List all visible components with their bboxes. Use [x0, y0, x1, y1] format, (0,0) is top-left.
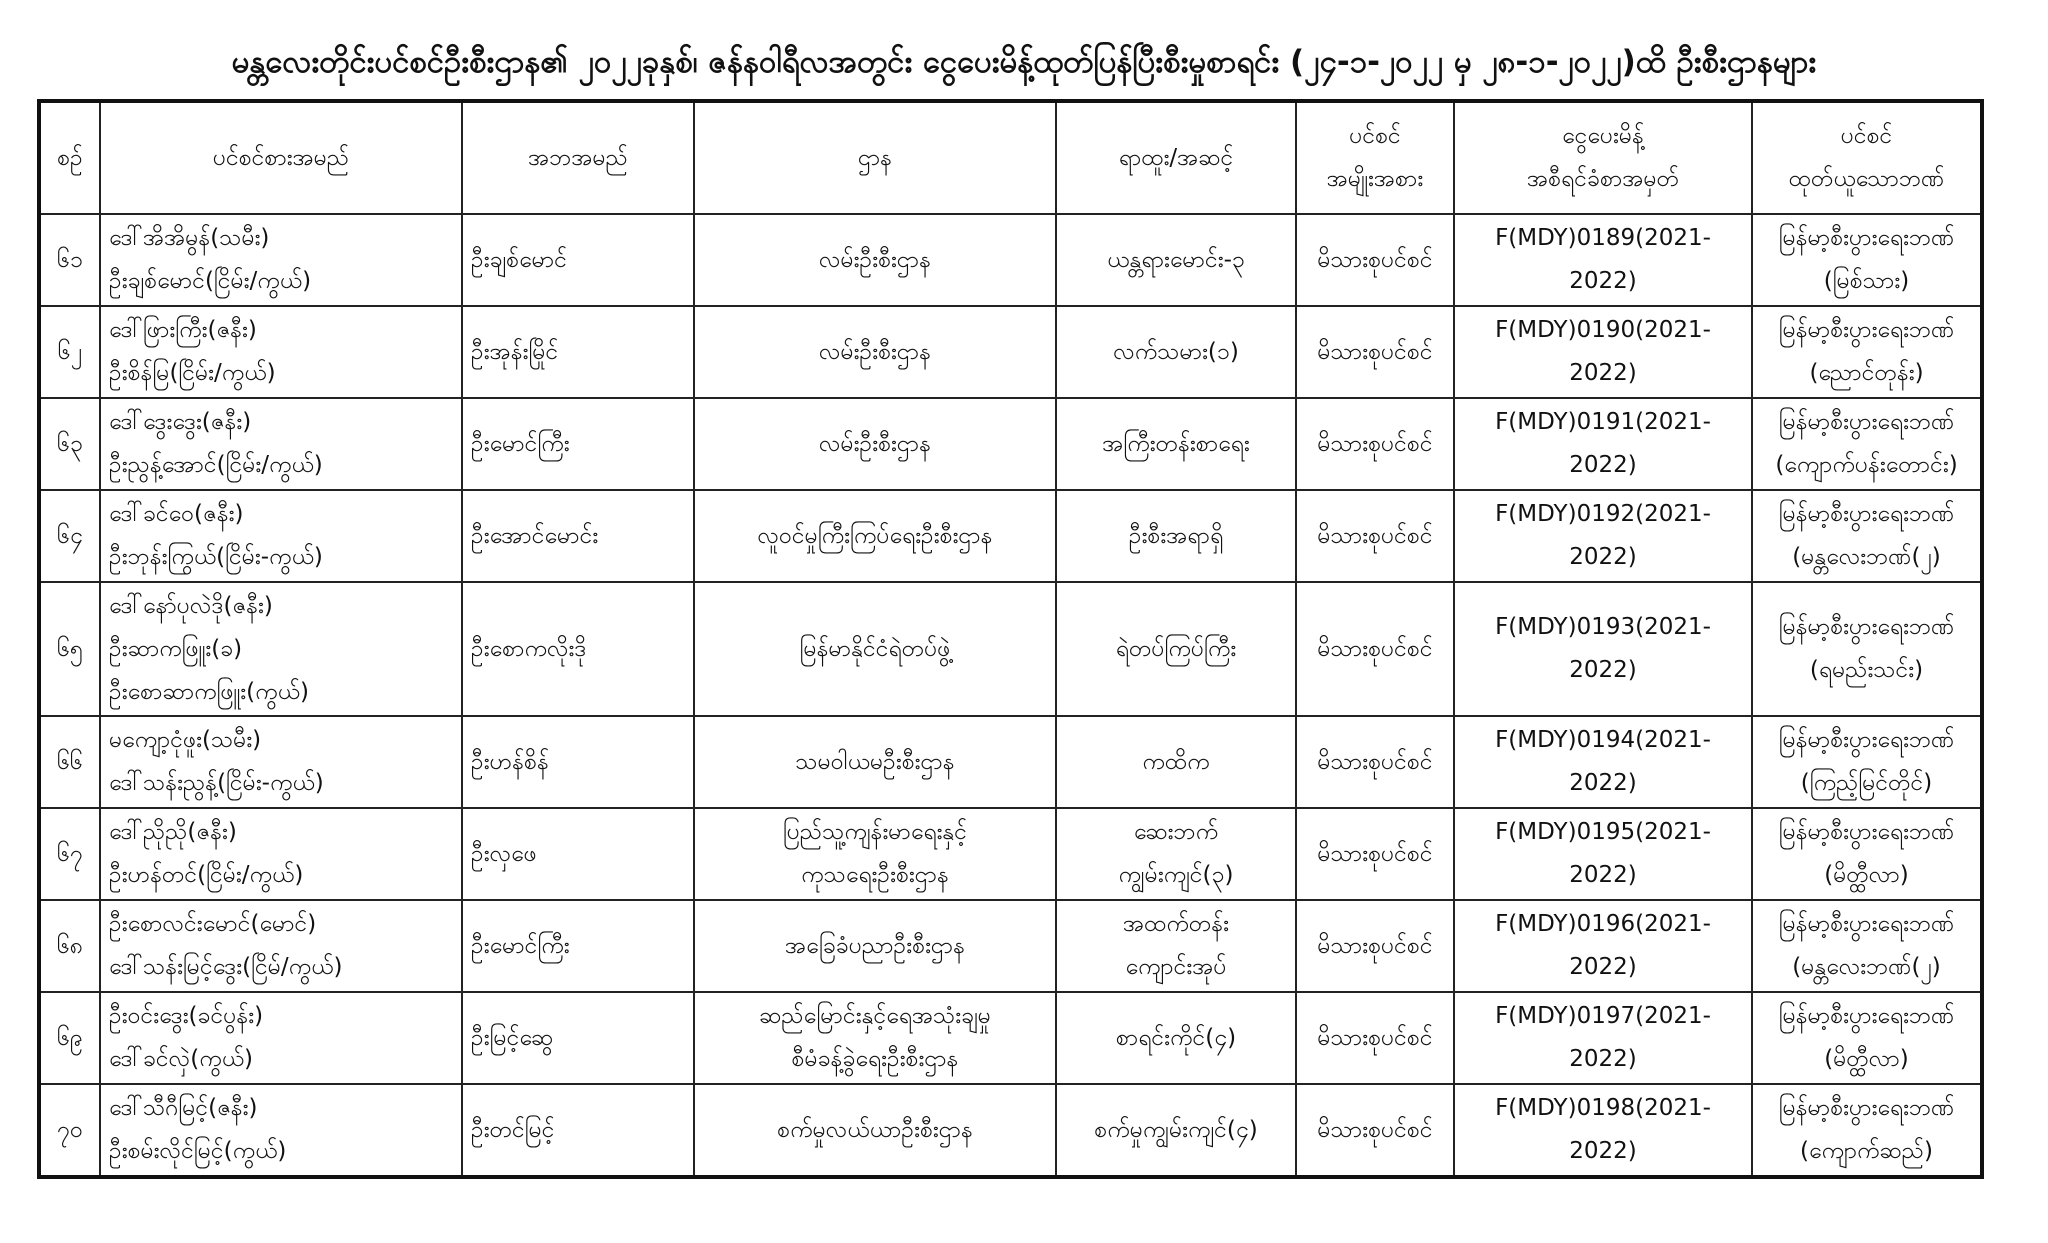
cell-post-line: ကထိက	[1142, 748, 1210, 775]
table-row	[39, 992, 1982, 1084]
cell-type: မိသားစုပင်စင်	[1296, 900, 1454, 992]
cell-post-line: ကျောင်းအုပ်	[1125, 954, 1227, 980]
cell-post	[1056, 1084, 1296, 1177]
cell-type: မိသားစုပင်စင်	[1296, 992, 1454, 1084]
cell-name-line: ဒေါ်အိအိမွန်(သမီး)	[109, 225, 270, 251]
cell-reg: F(MDY)0190(2021-2022)	[1454, 306, 1752, 398]
cell-father: ဦးချစ်မောင်	[462, 214, 694, 306]
cell-dept-line: ဆည်မြောင်းနှင့်ရေအသုံးချမှု	[759, 1003, 991, 1029]
cell-post-line: စာရင်းကိုင်(၄)	[1115, 1024, 1237, 1051]
cell-post	[1056, 582, 1296, 716]
header-dept: ဌာန	[694, 101, 1056, 214]
header-father: အဘအမည်	[462, 101, 694, 214]
cell-father: ဦးအောင်မောင်း	[462, 490, 694, 582]
cell-name-line: ဦးစောဆာကဖြူး(ကွယ်)	[109, 678, 309, 705]
cell-dept-line: လမ်းဦးစီးဌာန	[818, 430, 932, 457]
cell-bank-line: မြန်မာ့စီးပွားရေးဘဏ်	[1778, 1095, 1955, 1121]
header-name: ပင်စင်စားအမည်	[100, 101, 462, 214]
cell-reg: F(MDY)0196(2021-2022)	[1454, 900, 1752, 992]
header-reg	[1454, 101, 1752, 214]
cell-name	[100, 808, 462, 900]
header-bank-line1: ပင်စင်	[1840, 123, 1893, 149]
cell-dept-line: ကုသရေးဦးစီးဌာန	[801, 862, 949, 888]
cell-dept	[694, 1084, 1056, 1177]
table-row	[39, 398, 1982, 490]
cell-name	[100, 900, 462, 992]
cell-dept	[694, 992, 1056, 1084]
cell-dept	[694, 398, 1056, 490]
cell-type: မိသားစုပင်စင်	[1296, 398, 1454, 490]
table-row	[39, 306, 1982, 398]
cell-name-line: မကျော့ငုံဖူး(သမီး)	[109, 727, 262, 753]
cell-dept-line: စက်မှုလယ်ယာဦးစီးဌာန	[777, 1116, 973, 1143]
cell-dept-line: မြန်မာနိုင်ငံရဲတပ်ဖွဲ့	[799, 635, 951, 662]
table-row	[39, 716, 1982, 808]
table-row	[39, 490, 1982, 582]
pension-table	[37, 99, 1984, 1179]
cell-name-line: ဒေါ်သီဂီမြင့်(ဇနီး)	[109, 1095, 258, 1121]
header-type-line2: အမျိုးအစား	[1326, 166, 1424, 192]
cell-name-line: ဦးညွန့်အောင်(ငြိမ်း/ကွယ်)	[109, 452, 323, 478]
table-row	[39, 582, 1982, 716]
cell-reg: F(MDY)0193(2021-2022)	[1454, 582, 1752, 716]
cell-father: ဦးမြင့်ဆွေ	[462, 992, 694, 1084]
cell-post	[1056, 490, 1296, 582]
cell-bank-line: မြန်မာ့စီးပွားရေးဘဏ်	[1778, 614, 1955, 640]
cell-no: ၆၆	[39, 716, 100, 808]
cell-post	[1056, 992, 1296, 1084]
cell-name-line: ဦးဝင်းဒွေး(ခင်ပွန်း)	[109, 1003, 264, 1029]
cell-name	[100, 306, 462, 398]
cell-post	[1056, 900, 1296, 992]
cell-no: ၆၈	[39, 900, 100, 992]
cell-post-line: အကြီးတန်းစာရေး	[1102, 430, 1250, 457]
cell-reg: F(MDY)0194(2021-2022)	[1454, 716, 1752, 808]
cell-name	[100, 214, 462, 306]
header-bank	[1752, 101, 1982, 214]
cell-no: ၆၇	[39, 808, 100, 900]
cell-bank-line: (မြစ်သား)	[1823, 268, 1910, 294]
cell-dept	[694, 490, 1056, 582]
header-type	[1296, 101, 1454, 214]
cell-bank-line: (ညောင်တုန်း)	[1809, 360, 1924, 386]
cell-reg: F(MDY)0192(2021-2022)	[1454, 490, 1752, 582]
cell-name-line: ဦးဟန်တင်(ငြိမ်း/ကွယ်)	[109, 862, 304, 888]
cell-father: ဦးတင်မြင့်	[462, 1084, 694, 1177]
cell-name	[100, 716, 462, 808]
cell-post-line: လက်သမား(၁)	[1113, 338, 1239, 365]
cell-bank-line: (ကျောက်ဆည်)	[1799, 1138, 1933, 1164]
table-row	[39, 214, 1982, 306]
cell-bank	[1752, 582, 1982, 716]
cell-dept	[694, 900, 1056, 992]
cell-name-line: ဦးစမ်းလိုင်မြင့်(ကွယ်)	[109, 1138, 287, 1164]
cell-name-line: ဒေါ်ဖြားကြီး(ဇနီး)	[109, 317, 257, 343]
cell-dept	[694, 808, 1056, 900]
cell-bank	[1752, 992, 1982, 1084]
cell-type: မိသားစုပင်စင်	[1296, 490, 1454, 582]
table-row	[39, 900, 1982, 992]
cell-reg: F(MDY)0195(2021-2022)	[1454, 808, 1752, 900]
cell-no: ၆၃	[39, 398, 100, 490]
header-reg-line2: အစီရင်ခံစာအမှတ်	[1527, 166, 1679, 192]
cell-bank-line: (ကျောက်ပန်းတောင်း)	[1775, 452, 1958, 478]
cell-name-line: ဦးဆာကဖြူး(ခ)	[109, 635, 243, 662]
cell-dept-line: လမ်းဦးစီးဌာန	[818, 246, 932, 273]
cell-bank-line: မြန်မာ့စီးပွားရေးဘဏ်	[1778, 911, 1955, 937]
cell-bank-line: မြန်မာ့စီးပွားရေးဘဏ်	[1778, 317, 1955, 343]
cell-name-line: ဒေါ်သန်းမြင့်ဒွေး(ငြိမ်/ကွယ်)	[109, 954, 343, 980]
header-type-line1: ပင်စင်	[1349, 123, 1401, 149]
cell-name	[100, 398, 462, 490]
cell-father: ဦးလှဖေ	[462, 808, 694, 900]
cell-dept-line: သမဝါယမဦးစီးဌာန	[795, 748, 955, 775]
cell-name-line: ဒေါ်ညိုညို(ဇနီး)	[109, 819, 237, 845]
cell-post	[1056, 716, 1296, 808]
cell-bank-line: (ရမည်းသင်း)	[1809, 657, 1924, 683]
cell-bank-line: မြန်မာ့စီးပွားရေးဘဏ်	[1778, 225, 1955, 251]
table-row	[39, 808, 1982, 900]
cell-bank-line: မြန်မာ့စီးပွားရေးဘဏ်	[1778, 727, 1955, 753]
cell-no: ၆၅	[39, 582, 100, 716]
cell-name	[100, 490, 462, 582]
cell-reg: F(MDY)0189(2021-2022)	[1454, 214, 1752, 306]
cell-bank-line: (မန္တလေးဘဏ်(၂)	[1792, 544, 1941, 570]
cell-dept-line: အခြေခံပညာဦးစီးဌာန	[784, 932, 966, 959]
cell-post	[1056, 306, 1296, 398]
table-row	[39, 1084, 1982, 1177]
cell-type: မိသားစုပင်စင်	[1296, 808, 1454, 900]
cell-bank-line: (ကြည့်မြင်တိုင်)	[1800, 770, 1933, 796]
cell-name-line: ဒေါ်ခင်ဝေ(ဇနီး)	[109, 501, 244, 527]
header-row	[39, 101, 1982, 214]
header-bank-line2: ထုတ်ယူသောဘဏ်	[1788, 166, 1945, 192]
cell-bank-line: မြန်မာ့စီးပွားရေးဘဏ်	[1778, 409, 1955, 435]
cell-father: ဦးအုန်းမြိုင်	[462, 306, 694, 398]
document-title: မန္တလေးတိုင်းပင်စင်ဦးစီးဌာန၏ ၂၀၂၂ခုနှစ်၊ ဇန်နဝါရီလအတွင်း ငွေပေးမိန့်ထုတ်ပြန်ပြီးစီးမှုစာရင်း (၂၄-၁-၂၀၂၂ မှ ၂၈-၁-၂၀၂၂)ထိ ဦးစီးဌာနများ	[231, 44, 1817, 80]
cell-bank	[1752, 306, 1982, 398]
cell-no: ၆၄	[39, 490, 100, 582]
cell-name-line: ဒေါ်နော်ပုလဲဒို(ဇနီး)	[109, 592, 273, 619]
cell-bank-line: မြန်မာ့စီးပွားရေးဘဏ်	[1778, 1003, 1955, 1029]
cell-dept	[694, 716, 1056, 808]
cell-type: မိသားစုပင်စင်	[1296, 306, 1454, 398]
cell-bank-line: (မန္တလေးဘဏ်(၂)	[1792, 954, 1941, 980]
cell-no: ၆၂	[39, 306, 100, 398]
cell-bank-line: (မိတ္ထီလာ)	[1824, 1046, 1909, 1072]
header-post: ရာထူး/အဆင့်	[1056, 101, 1296, 214]
cell-type: မိသားစုပင်စင်	[1296, 214, 1454, 306]
cell-name-line: ဒေါ်သန်းညွန့်(ငြိမ်း-ကွယ်)	[109, 770, 324, 796]
cell-type: မိသားစုပင်စင်	[1296, 582, 1454, 716]
cell-bank	[1752, 490, 1982, 582]
cell-no: ၆၉	[39, 992, 100, 1084]
cell-reg: F(MDY)0191(2021-2022)	[1454, 398, 1752, 490]
cell-type: မိသားစုပင်စင်	[1296, 1084, 1454, 1177]
header-reg-line1: ငွေပေးမိန့်	[1562, 123, 1644, 149]
cell-dept	[694, 582, 1056, 716]
cell-post-line: ဦးစီးအရာရှိ	[1128, 522, 1224, 549]
cell-dept	[694, 214, 1056, 306]
cell-reg: F(MDY)0198(2021-2022)	[1454, 1084, 1752, 1177]
cell-name	[100, 582, 462, 716]
cell-bank	[1752, 716, 1982, 808]
cell-bank	[1752, 1084, 1982, 1177]
cell-name-line: ဦးစောလင်းမောင်(မောင်)	[109, 911, 317, 937]
cell-name-line: ဦးချစ်မောင်(ငြိမ်း/ကွယ်)	[109, 268, 312, 294]
cell-bank-line: (မိတ္ထီလာ)	[1824, 862, 1909, 888]
cell-post-line: ရဲတပ်ကြပ်ကြီး	[1115, 635, 1237, 662]
cell-no: ၆၁	[39, 214, 100, 306]
cell-no: ၇၀	[39, 1084, 100, 1177]
table-body	[39, 214, 1982, 1177]
cell-name	[100, 992, 462, 1084]
cell-post	[1056, 398, 1296, 490]
cell-name-line: ဒေါ်ဒွေးဒွေး(ဇနီး)	[109, 409, 252, 435]
cell-post-line: ဆေးဘက်	[1133, 819, 1219, 845]
cell-name-line: ဦးဘုန်းကြွယ်(ငြိမ်း-ကွယ်)	[109, 544, 323, 570]
cell-post	[1056, 808, 1296, 900]
cell-reg: F(MDY)0197(2021-2022)	[1454, 992, 1752, 1084]
cell-dept-line: လူဝင်မှုကြီးကြပ်ရေးဦးစီးဌာန	[757, 522, 993, 549]
cell-post-line: အထက်တန်း	[1123, 911, 1229, 937]
cell-post	[1056, 214, 1296, 306]
header-no: စဉ်	[39, 101, 100, 214]
cell-bank	[1752, 900, 1982, 992]
cell-father: ဦးဟန်စိန်	[462, 716, 694, 808]
cell-father: ဦးမောင်ကြီး	[462, 900, 694, 992]
cell-bank	[1752, 808, 1982, 900]
cell-post-line: ယန္တရားမောင်း-၃	[1107, 246, 1245, 273]
cell-bank-line: မြန်မာ့စီးပွားရေးဘဏ်	[1778, 819, 1955, 845]
cell-dept-line: လမ်းဦးစီးဌာန	[818, 338, 932, 365]
cell-dept	[694, 306, 1056, 398]
cell-bank	[1752, 214, 1982, 306]
cell-post-line: ကျွမ်းကျင်(၃)	[1118, 862, 1234, 888]
cell-name-line: ဦးစိန်မြ(ငြိမ်း/ကွယ်)	[109, 360, 276, 386]
cell-father: ဦးမောင်ကြီး	[462, 398, 694, 490]
cell-father: ဦးစောကလိုးဒို	[462, 582, 694, 716]
cell-dept-line: စီမံခန့်ခွဲရေးဦးစီးဌာန	[791, 1046, 959, 1072]
cell-name	[100, 1084, 462, 1177]
cell-name-line: ဒေါ်ခင်လှဲ(ကွယ်)	[109, 1046, 253, 1072]
cell-bank-line: မြန်မာ့စီးပွားရေးဘဏ်	[1778, 501, 1955, 527]
cell-bank	[1752, 398, 1982, 490]
cell-type: မိသားစုပင်စင်	[1296, 716, 1454, 808]
cell-post-line: စက်မှုကျွမ်းကျင်(၄)	[1094, 1116, 1258, 1143]
cell-dept-line: ပြည်သူ့ကျန်းမာရေးနှင့်	[782, 819, 968, 845]
